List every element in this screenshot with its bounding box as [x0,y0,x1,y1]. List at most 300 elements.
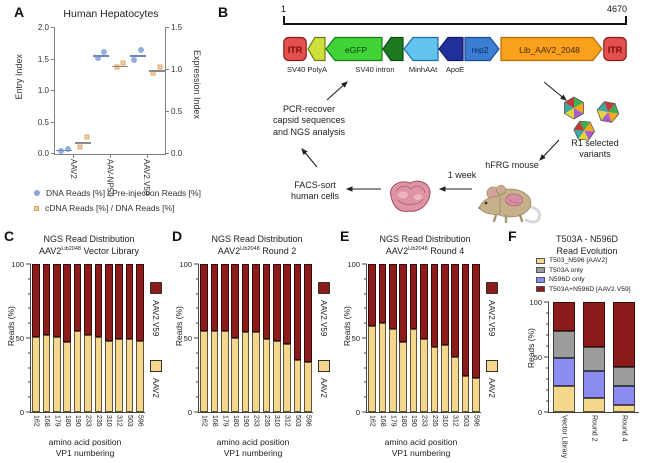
x-tick-label: 235 [94,415,102,427]
y-tick-label: 0.5 [37,117,49,127]
data-point [138,47,144,53]
pcr-recover-text: PCR-recover capsid sequences and NGS analysis [272,104,346,137]
y-tick-label: 100 [529,297,542,307]
x-cell [240,415,250,427]
x-tick-label: 190 [242,415,250,427]
segment [613,386,635,406]
segment [431,347,439,412]
y-tick-label: 1.0 [37,86,49,95]
capsid-icon [565,97,584,119]
panel-a-title: Human Hepatocytes [63,8,159,20]
panel-b-letter: B [218,4,229,20]
mean-line [93,55,109,57]
x-cell [31,415,41,427]
segment [273,264,281,341]
genome-element-label: ITR [287,45,303,55]
legend-row [536,257,631,264]
panel-e [336,228,501,463]
segment [53,337,61,412]
bar-310 [105,264,113,412]
r1-selected-text: R1 selected variants [571,138,619,160]
segment [263,339,271,412]
x-tick-label: Vector Library [560,415,568,459]
x-cell [272,415,282,427]
segment [105,264,113,341]
panel-d-title: NGS Read Distribution $AAV2^{Lib2048}$ Round 2 [211,234,303,257]
x-tick-label: 162 [200,415,208,427]
segment [553,358,575,386]
y-axis-label: Reads (%) [342,306,352,347]
bar-168 [379,264,387,412]
segment [84,335,92,412]
x-cell [579,415,609,458]
bar-596 [304,264,312,412]
segment [105,341,113,412]
genome-scale-start: 1 [281,4,287,14]
y-tick-label: 1.5 [37,54,49,64]
legend-label: cDNA Reads [%] / DNA Reads [%] [45,203,175,213]
bar-180 [231,264,239,412]
x-tick-label: 310 [273,415,281,427]
segment [451,264,459,357]
capsid-icons [560,94,640,144]
segment [43,335,51,412]
segment [379,264,387,323]
legend-label-aav2: AAV2 [487,378,496,398]
bar-190 [410,264,418,412]
y-tick-label: 0 [355,407,360,417]
segment [304,264,312,362]
x-cell [429,415,439,427]
panel-a-letter: A [14,4,25,20]
segment [379,323,387,412]
liver-illustration [386,176,436,218]
legend-swatch [536,286,545,292]
x-tick-label: 233 [84,415,92,427]
segment [252,332,260,412]
bars [549,302,639,412]
panel-e-title: NGS Read Distribution $AAV2^{Lib2048}$ Round 4 [379,234,471,257]
x-axis-label-2: VP1 numbering [55,448,115,458]
genome-sublabel: MinhAAt [408,65,438,74]
hfrg-mouse-label: hFRG mouse [485,160,539,170]
x-cell [220,415,230,427]
segment [283,264,291,344]
bar-162 [200,264,208,412]
y-tick [165,111,169,112]
x-tick-label: 310 [105,415,113,427]
legend-row [536,267,631,274]
y-tick-label: 0.5 [171,107,183,116]
x-cell [282,415,292,427]
x-cell [303,415,313,427]
segment [472,378,480,412]
legend-row-dna [34,188,201,198]
legend-label-aav2v59: AAV2.V59 [151,300,160,337]
y-tick [165,153,169,154]
segment [136,341,144,412]
x-cell [367,415,377,427]
x-tick-label: 180 [63,415,71,427]
segment [294,360,302,412]
panel-f-title: T503A - N596D Read Evolution [555,234,619,257]
bar-179 [221,264,229,412]
x-cell [450,415,460,427]
x-axis-label-1: amino acid position [48,437,122,447]
data-point [131,57,137,63]
bar-180 [399,264,407,412]
segment [136,264,144,341]
segment [74,331,82,412]
x-cell [135,415,145,427]
x-tick-label: 168 [43,415,51,427]
panel-c [0,228,165,463]
segment [441,264,449,345]
bar-596 [136,264,144,412]
mean-line [75,142,91,144]
bar-310 [273,264,281,412]
bar-596 [472,264,480,412]
y-axis-label: Reads (%) [6,306,16,347]
y-axis-label-entry-index: Entry Index [14,54,24,100]
segment [273,341,281,412]
mean-line [130,55,146,57]
x-tick-label: 179 [53,415,61,427]
segment [368,326,376,412]
x-cell [124,415,134,427]
category-label: AAV2 [68,159,78,179]
y-tick-label: 0.0 [37,149,49,158]
bar-503 [462,264,470,412]
x-cell [377,415,387,427]
genome-element-label: rep2 [471,45,489,55]
genome-sublabel: SV40 intron [355,65,395,74]
segment [53,264,61,337]
segment [431,264,439,347]
segment [462,376,470,412]
segment [221,264,229,331]
x-tick-label: 162 [368,415,376,427]
bars [31,264,145,412]
genome-element-label: ITR [607,45,623,55]
y-tick-label: 50 [183,333,192,343]
bar-190 [242,264,250,412]
facs-sort-text: FACS-sort human cells [290,180,340,202]
y-axis-label-expression-index: Expression Index [192,50,202,120]
x-tick-label: 235 [430,415,438,427]
x-tick-label: 312 [283,415,291,427]
x-tick-label: Round 4 [620,415,628,442]
panel-a-legend [34,188,201,218]
x-axis-label-1: amino acid position [216,437,290,447]
segment [126,264,134,339]
segment [441,345,449,412]
x-tick-label: 596 [136,415,144,427]
x-tick-label: 179 [389,415,397,427]
x-cell [440,415,450,427]
x-tick-label: 503 [125,415,133,427]
segment [583,302,605,347]
one-week-label: 1 week [447,170,477,180]
x-cell [41,415,51,427]
bar-233 [420,264,428,412]
legend-swatch-aav2 [486,360,498,372]
segment [211,264,219,331]
y-tick-label: 50 [533,352,542,362]
y-tick-label: 1.0 [171,65,183,74]
x-cell [398,415,408,427]
bar-Round 4 [613,302,635,412]
panel-e-letter: E [340,228,350,244]
y-tick [51,153,55,154]
legend-row-cdna [34,203,201,213]
x-cell [388,415,398,427]
legend-swatch-aav2 [318,360,330,372]
legend-label-aav2: AAV2 [151,378,160,398]
segment [200,264,208,331]
x-cell [209,415,219,427]
mean-line [112,66,128,68]
x-cell [419,415,429,427]
x-cell [62,415,72,427]
x-cell [609,415,639,458]
bar-168 [211,264,219,412]
y-tick [51,59,55,60]
y-tick [165,69,169,70]
legend-swatch [536,258,545,264]
legend-row [536,276,631,283]
segment [115,264,123,339]
panel-f-letter: F [508,228,517,244]
x-cell [83,415,93,427]
x-cell [72,415,82,427]
x-tick-label: 168 [379,415,387,427]
segment [95,337,103,412]
segment [410,329,418,412]
x-tick-label: 168 [211,415,219,427]
x-cell [471,415,481,427]
x-cell [460,415,470,427]
y-tick-label: 100 [11,259,24,269]
x-cell [104,415,114,427]
x-tick-label: 310 [441,415,449,427]
panel-a [6,4,214,228]
segment [43,264,51,335]
bar-235 [263,264,271,412]
x-axis-label-2: VP1 numbering [391,448,451,458]
capsid-icon [594,97,623,126]
segment [283,344,291,412]
x-tick-label: 180 [231,415,239,427]
y-tick [165,27,169,28]
y-tick-label: 50 [351,333,360,343]
panel-f-legend [536,257,631,295]
legend-label: DNA Reads [%] / Pre-injection Reads [%] [46,188,201,198]
bar-179 [389,264,397,412]
x-cell [230,415,240,427]
x-tick-label: 503 [461,415,469,427]
legend-swatch-aav2v59 [150,282,162,294]
bar-503 [126,264,134,412]
legend-swatch [536,267,545,273]
x-tick-label: 190 [410,415,418,427]
x-tick-label: 233 [420,415,428,427]
bar-310 [441,264,449,412]
y-tick [51,27,55,28]
segment [252,264,260,332]
bar-235 [95,264,103,412]
panel-c-letter: C [4,228,15,244]
segment [231,264,239,338]
x-tick-label: 596 [472,415,480,427]
bar-Vector Library [553,302,575,412]
legend-swatch-aav2v59 [486,282,498,294]
bar-179 [53,264,61,412]
panel-f [500,228,650,463]
segment [389,329,397,412]
y-tick-label: 0.0 [171,149,183,158]
segment [553,302,575,331]
bars [199,264,313,412]
bar-180 [63,264,71,412]
segment [420,264,428,339]
segment [200,331,208,412]
segment [553,331,575,359]
x-labels [31,415,145,427]
x-tick-label: 162 [32,415,40,427]
segment [32,337,40,412]
genome-element-label: Lib_AAV2_2048 [519,45,580,55]
y-axis-label: Reads (%) [174,306,184,347]
legend-label: T503A only [549,266,584,274]
bars [367,264,481,412]
x-cell [408,415,418,427]
legend-label: N596D only [549,276,585,283]
x-cell [114,415,124,427]
segment [583,398,605,412]
mean-line [56,150,72,152]
legend-circle-marker [34,190,40,196]
genome-sublabel: ApoE [445,65,465,74]
y-tick-label: 0 [19,407,24,417]
segment [221,331,229,412]
x-labels [199,415,313,427]
arrow-facs-to-pcr [302,149,317,167]
y-tick [51,122,55,123]
y-tick-label: 2.0 [37,23,49,32]
x-tick-label: 503 [293,415,301,427]
y-axis-label: Reads (%) [526,328,536,369]
x-tick-label: 596 [304,415,312,427]
y-tick-label: 50 [15,333,24,343]
x-tick-label: 235 [262,415,270,427]
category-label: AAV-NP59 [105,159,115,197]
x-tick-label: 180 [399,415,407,427]
legend-label-aav2: AAV2 [319,378,328,398]
bar-233 [84,264,92,412]
y-tick-label: 0 [537,407,542,417]
x-tick-label: 312 [115,415,123,427]
data-point [84,135,89,140]
mean-line [149,70,165,72]
segment [410,264,418,329]
x-tick [110,154,111,158]
bar-162 [32,264,40,412]
segment [613,302,635,367]
bar-312 [451,264,459,412]
x-tick-label: 233 [252,415,260,427]
segment [613,405,635,412]
y-tick-label: 100 [347,259,360,269]
legend-label-aav2v59: AAV2.V59 [487,300,496,337]
segment [84,264,92,335]
segment [399,342,407,412]
segment [63,264,71,342]
y-tick [51,90,55,91]
segment [63,342,71,412]
y-tick-label: 1.5 [171,23,183,32]
bar-503 [294,264,302,412]
x-labels [367,415,481,427]
bar-168 [43,264,51,412]
x-tick-label: 312 [451,415,459,427]
legend-label-aav2v59: AAV2.V59 [319,300,328,337]
x-tick-label: 190 [74,415,82,427]
x-cell [292,415,302,427]
bar-312 [115,264,123,412]
segment [211,331,219,412]
x-axis-label-1: amino acid position [384,437,458,447]
segment [462,264,470,376]
y-tick-label: 0 [187,407,192,417]
segment [420,339,428,412]
data-point [151,71,156,76]
panel-d-letter: D [172,228,183,244]
x-cell [251,415,261,427]
panel-b [214,4,650,228]
segment [126,339,134,412]
segment [32,264,40,337]
segment [451,357,459,412]
category-label: AAV2.V59 [142,159,152,196]
x-tick [147,154,148,158]
x-tick [73,154,74,158]
bar-235 [431,264,439,412]
data-point [78,145,83,150]
x-cell [52,415,62,427]
bar-312 [283,264,291,412]
genome-sublabel: SV40 PolyA [286,65,328,74]
y-tick-label: 100 [179,259,192,269]
x-tick-label: 179 [221,415,229,427]
x-tick-label: Round 2 [590,415,598,442]
bar-233 [252,264,260,412]
segment [115,339,123,412]
legend-swatch [536,277,545,283]
legend-swatch-aav2 [150,360,162,372]
panel-d [168,228,333,463]
x-axis-label-2: VP1 numbering [223,448,283,458]
segment [472,264,480,378]
segment [74,264,82,331]
x-cell [199,415,209,427]
segment [613,367,635,386]
legend-label: T503_N596 [AAV2] [549,257,608,264]
x-labels [549,415,639,458]
segment [95,264,103,337]
segment [263,264,271,339]
arrow-pcr-to-construct [327,82,347,100]
